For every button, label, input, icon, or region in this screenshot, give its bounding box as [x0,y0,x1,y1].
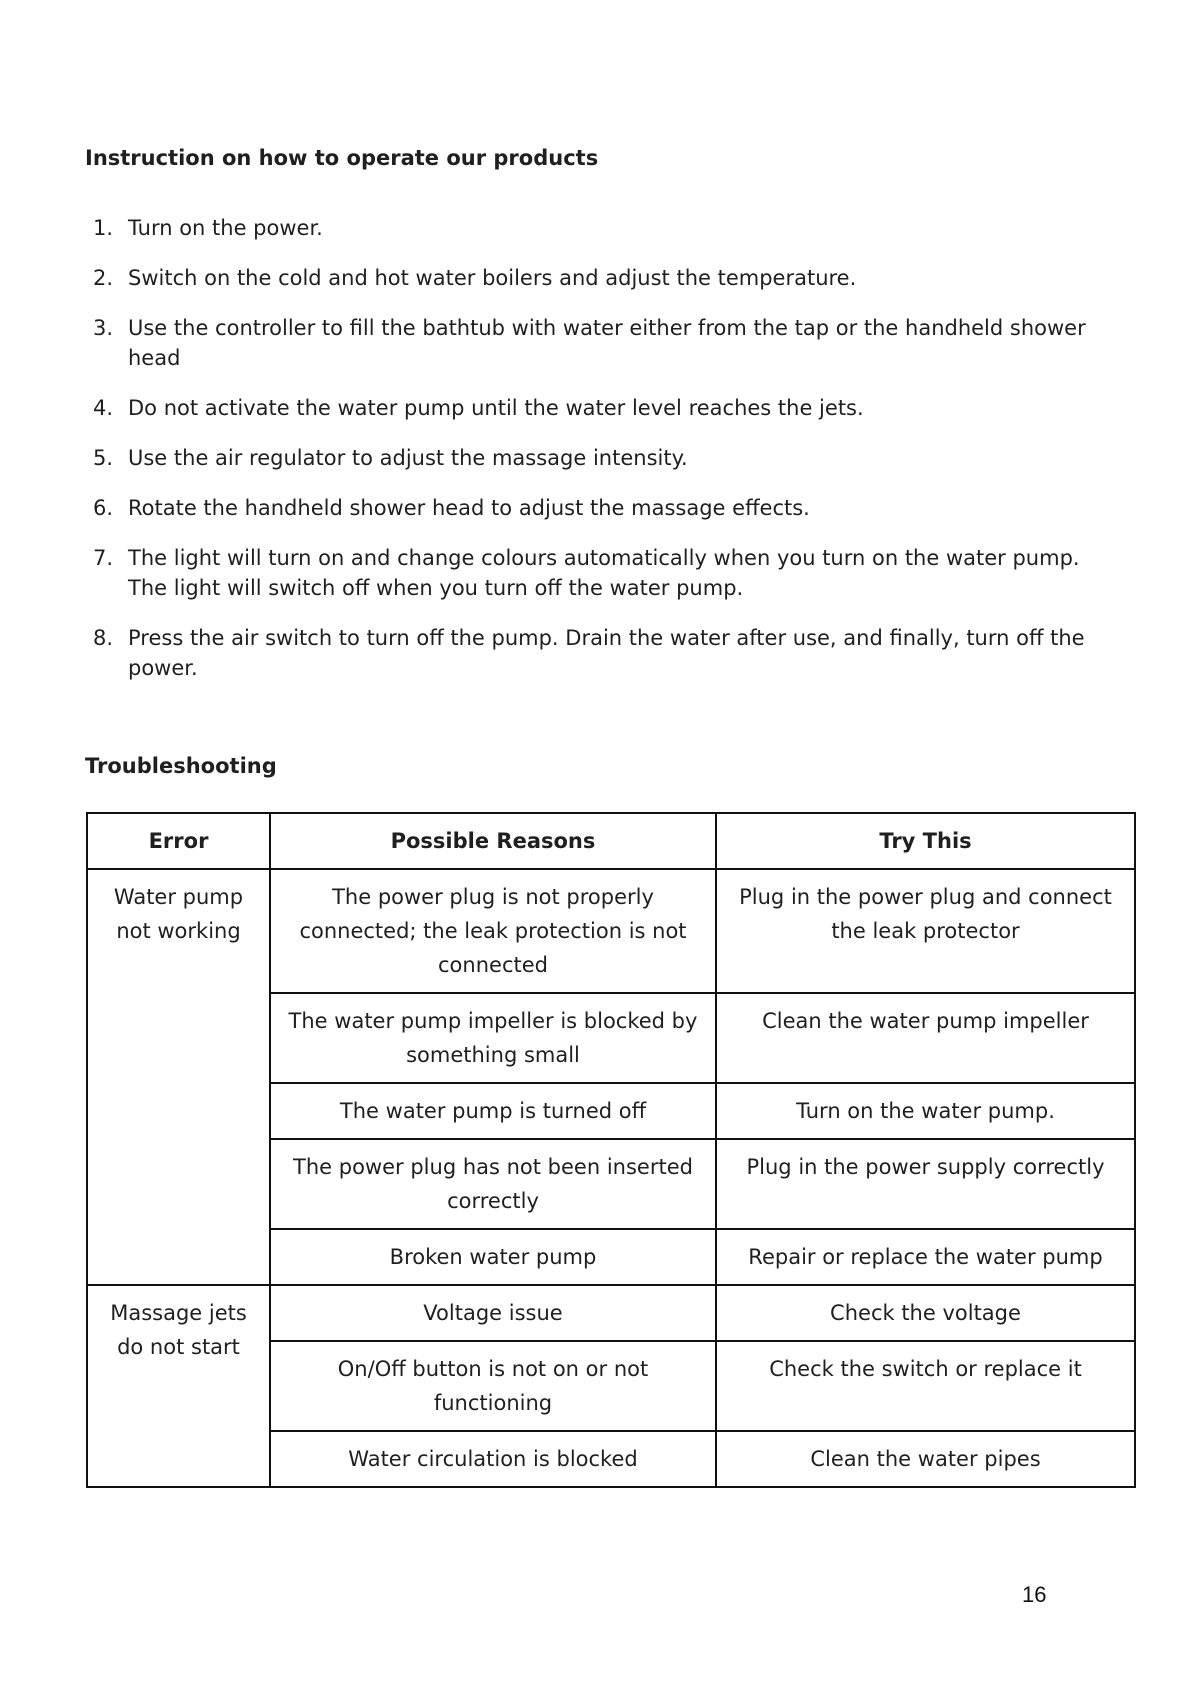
step-text: Turn on the power. [128,216,323,240]
reason-cell: The water pump impeller is blocked by something small [270,993,716,1083]
step-text: The light will turn on and change colours automatically when you turn on the water pump. The light will switch off when you turn off the water pump. [128,546,1080,600]
instruction-steps-list [85,213,1125,703]
fix-cell: Clean the water pipes [716,1431,1135,1487]
error-cell: Water pump not working [87,869,270,1285]
instruction-step [85,623,1125,683]
step-text: Do not activate the water pump until the water level reaches the jets. [128,396,864,420]
troubleshooting-heading: Troubleshooting [85,754,277,778]
instruction-step [85,443,1125,473]
error-cell: Massage jets do not start [87,1285,270,1487]
fix-cell: Clean the water pump impeller [716,993,1135,1083]
instruction-step [85,493,1125,523]
instruction-step [85,263,1125,293]
column-header-try-this: Try This [716,813,1135,869]
instruction-step [85,543,1125,603]
step-text: Press the air switch to turn off the pump. Drain the water after use, and finally, turn off the power. [128,626,1085,680]
fix-cell: Repair or replace the water pump [716,1229,1135,1285]
step-number: 8. [93,626,114,650]
fix-cell: Check the voltage [716,1285,1135,1341]
troubleshooting-table [86,812,1136,1488]
reason-cell: The power plug has not been inserted correctly [270,1139,716,1229]
reason-cell: On/Off button is not on or not functioning [270,1341,716,1431]
instructions-heading: Instruction on how to operate our products [85,146,599,170]
reason-cell: The water pump is turned off [270,1083,716,1139]
column-header-error: Error [87,813,270,869]
step-text: Switch on the cold and hot water boilers and adjust the temperature. [128,266,857,290]
reason-cell: Water circulation is blocked [270,1431,716,1487]
reason-cell: Broken water pump [270,1229,716,1285]
step-text: Rotate the handheld shower head to adjust the massage effects. [128,496,810,520]
instruction-step [85,313,1125,373]
fix-cell: Turn on the water pump. [716,1083,1135,1139]
fix-cell: Plug in the power supply correctly [716,1139,1135,1229]
step-text: Use the air regulator to adjust the massage intensity. [128,446,688,470]
table-row [87,869,1135,993]
step-number: 5. [93,446,114,470]
step-number: 4. [93,396,114,420]
fix-cell: Plug in the power plug and connect the leak protector [716,869,1135,993]
page-number: 16 [1022,1582,1047,1607]
step-number: 1. [93,216,114,240]
step-number: 2. [93,266,114,290]
step-number: 7. [93,546,114,570]
instruction-step [85,393,1125,423]
step-text: Use the controller to fill the bathtub with water either from the tap or the handheld shower head [128,316,1086,370]
reason-cell: Voltage issue [270,1285,716,1341]
step-number: 6. [93,496,114,520]
table-row [87,1285,1135,1341]
reason-cell: The power plug is not properly connected; the leak protection is not connected [270,869,716,993]
instruction-step [85,213,1125,243]
table-header-row [87,813,1135,869]
step-number: 3. [93,316,114,340]
fix-cell: Check the switch or replace it [716,1341,1135,1431]
column-header-possible-reasons: Possible Reasons [270,813,716,869]
